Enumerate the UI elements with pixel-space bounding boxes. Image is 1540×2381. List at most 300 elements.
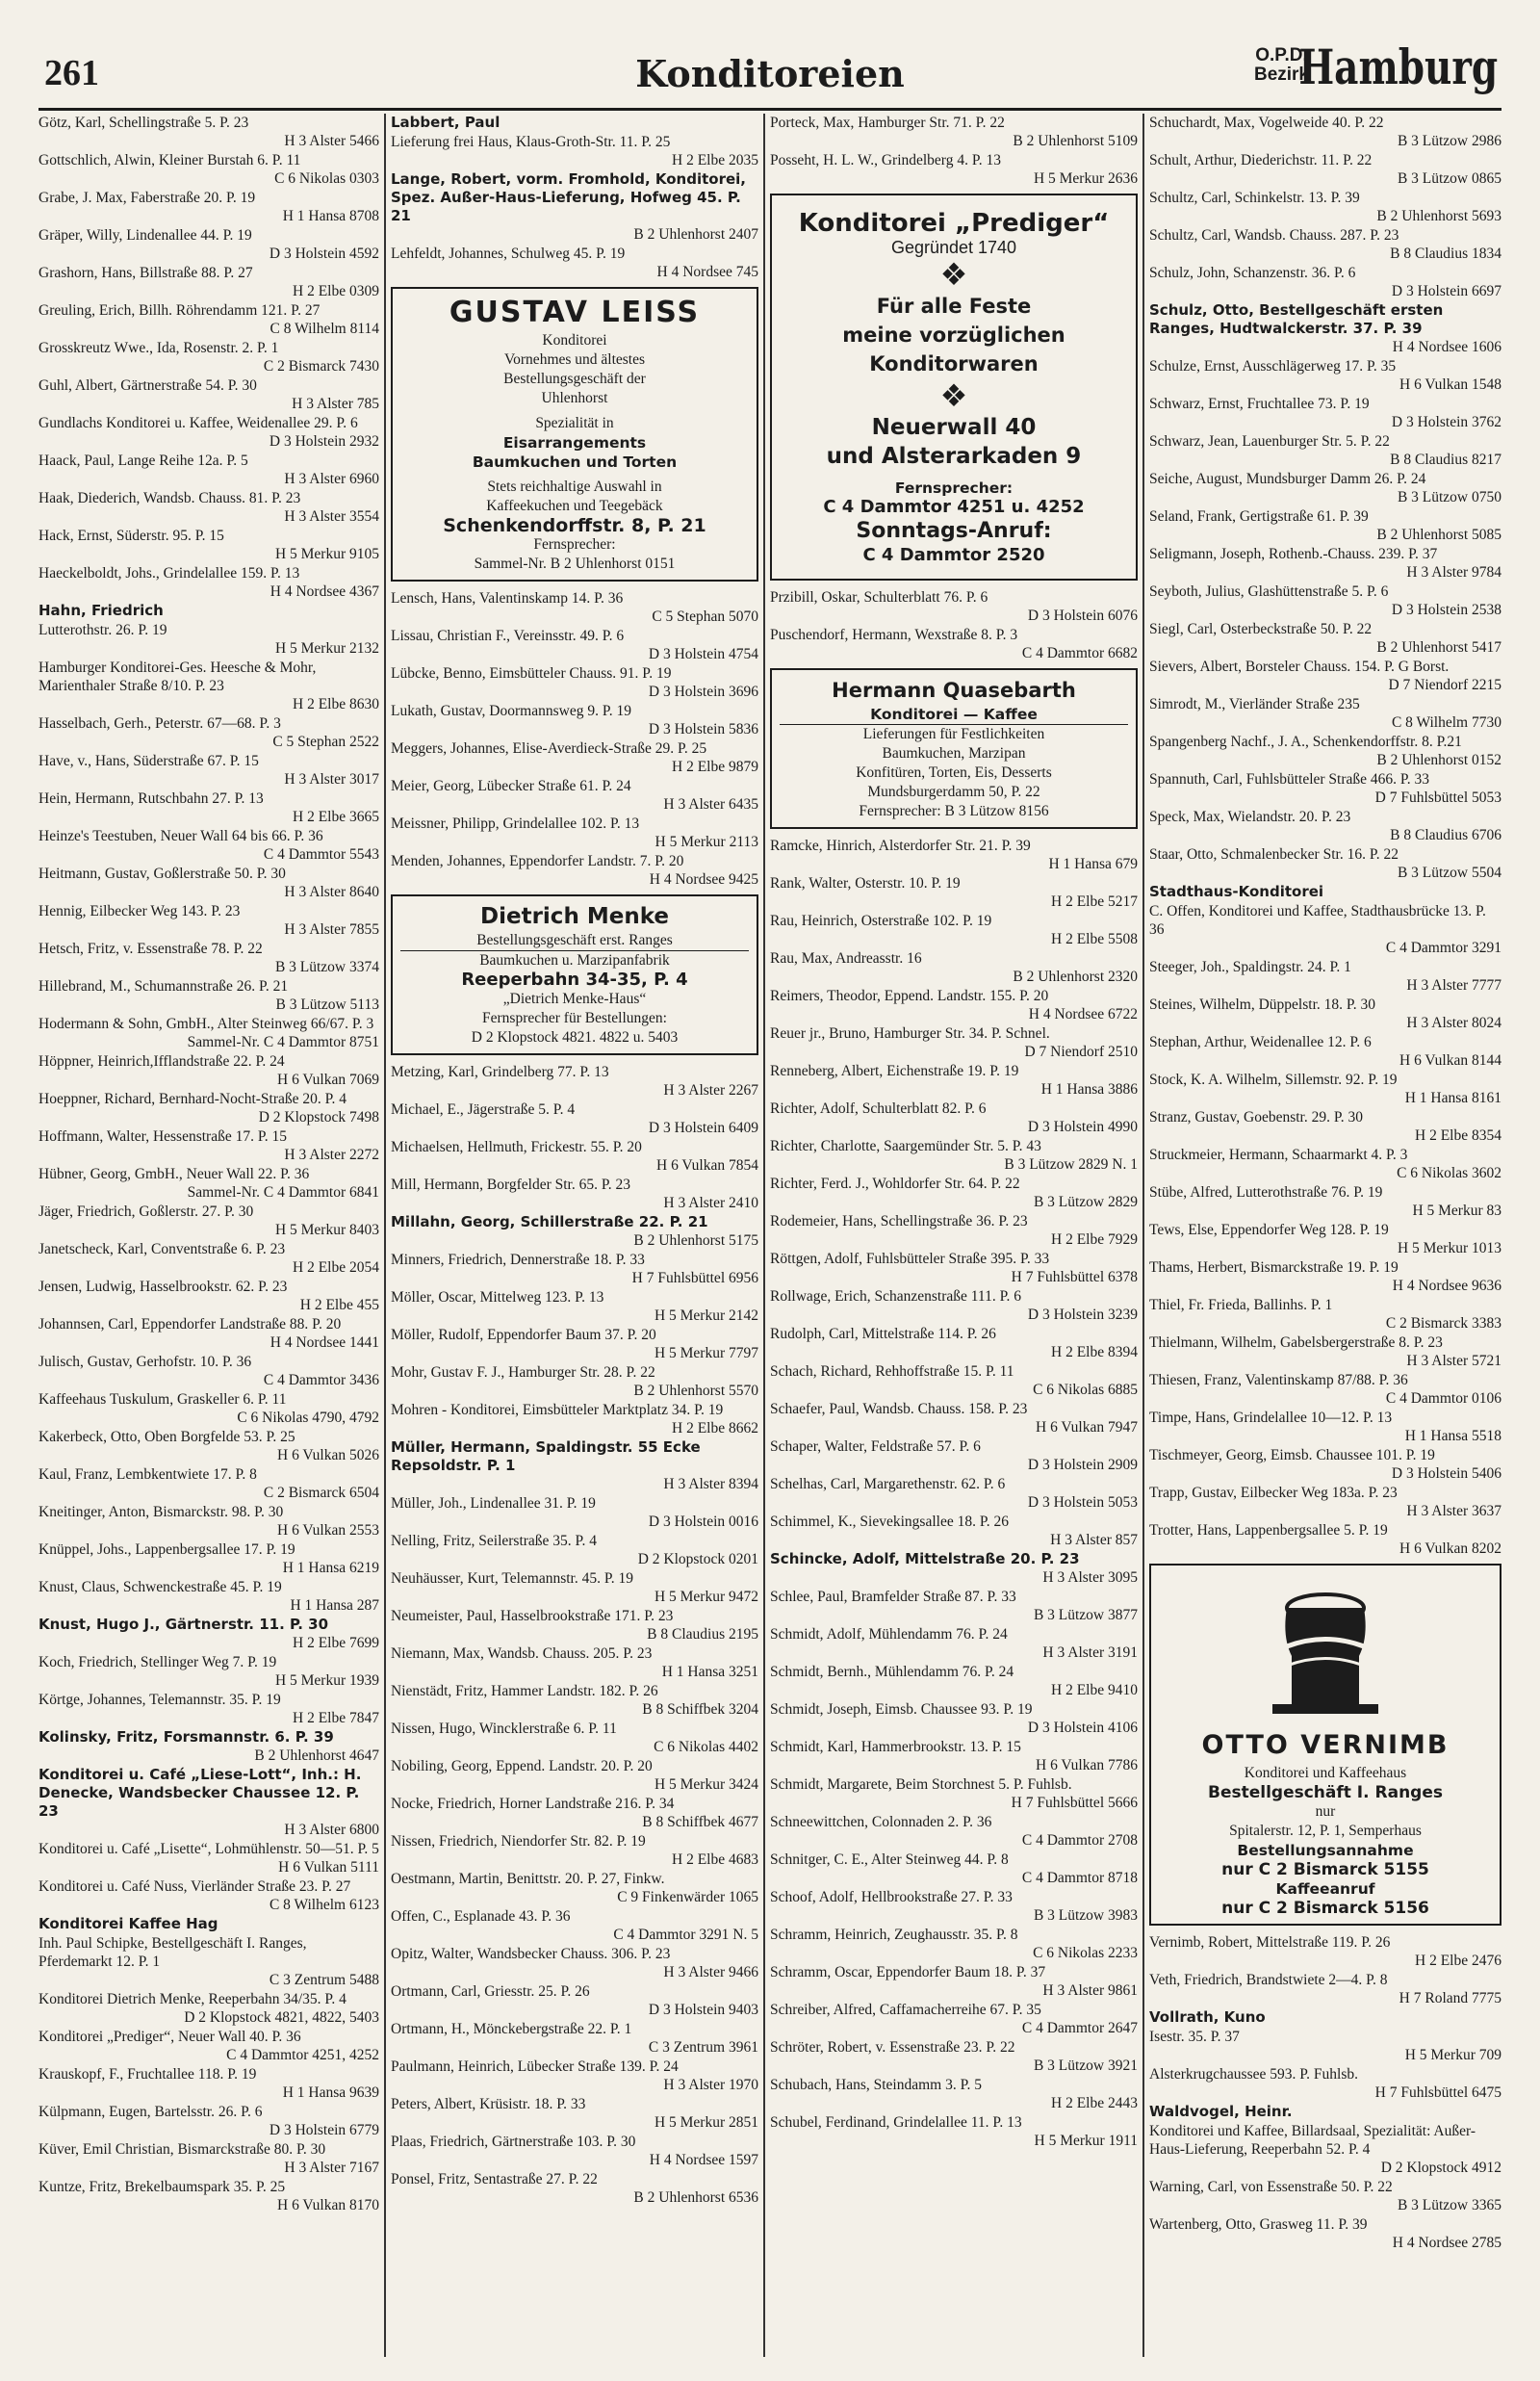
directory-entry (770, 114, 1138, 150)
entry-phone: H 5 Merkur 2636 (1033, 170, 1138, 187)
entry-phone: D 7 Niendorf 2510 (1024, 1044, 1138, 1060)
entry-phone: D 3 Holstein 6076 (1027, 608, 1138, 624)
entry-phone: C 8 Wilhelm 6123 (269, 1897, 379, 1913)
entry-phone: D 3 Holstein 4106 (1027, 1720, 1138, 1736)
directory-entry (391, 1100, 758, 1137)
entry-text: Rudolph, Carl, Mittelstraße 114. P. 26 (770, 1326, 996, 1342)
entry-phone: H 6 Vulkan 5026 (277, 1447, 379, 1463)
entry-phone: H 2 Elbe 8394 (1051, 1344, 1138, 1360)
entry-text: Höppner, Heinrich,Ifflandstraße 22. P. 24 (38, 1053, 285, 1070)
entry-phone: B 3 Lützow 3983 (1033, 1907, 1138, 1924)
entry-phone: H 3 Alster 3095 (1042, 1569, 1138, 1586)
directory-entry (770, 1813, 1138, 1850)
column-3 (770, 114, 1138, 2357)
entry-text: Schwarz, Ernst, Fruchtallee 73. P. 19 (1149, 396, 1370, 412)
directory-entry (38, 602, 379, 620)
entry-text: Guhl, Albert, Gärtnerstraße 54. P. 30 (38, 377, 257, 394)
entry-phone: B 2 Uhlenhorst 5109 (1013, 133, 1138, 149)
entry-text: Opitz, Walter, Wandsbecker Chauss. 306. P. 23 (391, 1946, 671, 1962)
directory-entry (1149, 432, 1502, 469)
directory-entry (391, 1607, 758, 1643)
entry-text: Spangenberg Nachf., J. A., Schenkendorffstr. 8. P.21 (1149, 734, 1462, 750)
entry-phone: H 3 Alster 3637 (1406, 1503, 1502, 1519)
entry-phone: B 2 Uhlenhorst 5085 (1376, 527, 1502, 543)
directory-entry (1149, 883, 1502, 901)
entry-text: Alsterkrugchaussee 593. P. Fuhlsb. (1149, 2066, 1358, 2083)
directory-entry (391, 1494, 758, 1531)
directory-entry (391, 2057, 758, 2094)
entry-text: Richter, Ferd. J., Wohldorfer Str. 64. P. 22 (770, 1176, 1020, 1192)
directory-entry (770, 1625, 1138, 1662)
advert-line: Spezialität in (535, 415, 614, 431)
advert-line: Kaffeekuchen und Teegebäck (486, 498, 663, 514)
directory-entry (1149, 1521, 1502, 1558)
directory-entry (38, 1691, 379, 1727)
directory-entry (1149, 733, 1502, 769)
entry-text: Timpe, Hans, Grindelallee 10—12. P. 13 (1149, 1410, 1393, 1426)
directory-entry (1149, 845, 1502, 882)
entry-phone: H 3 Alster 6960 (284, 471, 379, 487)
entry-text: Haack, Paul, Lange Reihe 12a. P. 5 (38, 453, 248, 469)
directory-entry (1149, 189, 1502, 225)
entry-text: Nobiling, Georg, Eppend. Landstr. 20. P. 20 (391, 1758, 653, 1774)
entry-text: Grosskreutz Wwe., Ida, Rosenstr. 2. P. 1 (38, 340, 279, 356)
entry-text: Schulz, John, Schanzenstr. 36. P. 6 (1149, 265, 1356, 281)
entry-phone: D 3 Holstein 6697 (1391, 283, 1502, 299)
directory-entry (38, 1766, 379, 1839)
entry-phone: H 2 Elbe 5217 (1051, 893, 1138, 910)
entry-phone: C 6 Nikolas 4402 (654, 1739, 758, 1755)
entry-phone: C 4 Dammtor 0106 (1385, 1390, 1502, 1407)
entry-text: Isestr. 35. P. 37 (1149, 2029, 1240, 2045)
entry-phone: H 6 Vulkan 8144 (1399, 1052, 1502, 1069)
ornament-icon: ❖ (939, 378, 968, 413)
entry-phone: C 2 Bismarck 6504 (263, 1485, 379, 1501)
directory-entry (391, 815, 758, 851)
directory-entry (770, 1362, 1138, 1399)
entry-phone: H 2 Elbe 8354 (1415, 1127, 1502, 1144)
entry-phone: H 3 Alster 8024 (1406, 1015, 1502, 1031)
advert-line: nur C 2 Bismarck 5156 (1221, 1899, 1429, 1918)
entry-text: Kaffeehaus Tuskulum, Graskeller 6. P. 11 (38, 1391, 287, 1408)
entry-phone: B 2 Uhlenhorst 5417 (1376, 639, 1502, 656)
directory-entry (391, 1682, 758, 1719)
advert-line: Gegründet 1740 (890, 238, 1017, 257)
entry-phone: B 2 Uhlenhorst 2320 (1013, 969, 1138, 985)
directory-entry (391, 1063, 758, 1100)
advert-line: Fernsprecher: B 3 Lützow 8156 (859, 803, 1049, 819)
directory-entry (38, 2028, 379, 2064)
entry-text: Ortmann, H., Mönckebergstraße 22. P. 1 (391, 2021, 632, 2037)
entry-phone: H 1 Hansa 3251 (661, 1664, 758, 1680)
entry-phone: C 4 Dammtor 3291 N. 5 (613, 1927, 758, 1943)
entry-text: Johannsen, Carl, Eppendorfer Landstraße 88. P. 20 (38, 1316, 342, 1333)
directory-entry (38, 339, 379, 375)
entry-text: Stephan, Arthur, Weidenallee 12. P. 6 (1149, 1034, 1372, 1050)
directory-entry (38, 376, 379, 413)
entry-phone: H 5 Merkur 1911 (1034, 2133, 1138, 2149)
entry-text: Schulze, Ernst, Ausschlägerweg 17. P. 35 (1149, 358, 1397, 375)
advert-line: Mundsburgerdamm 50, P. 22 (867, 784, 1040, 800)
column-rule (1142, 114, 1144, 2357)
directory-entry (770, 2038, 1138, 2075)
entry-phone: C 9 Finkenwärder 1065 (617, 1889, 758, 1905)
entry-text: Schach, Richard, Rehhoffstraße 15. P. 11 (770, 1363, 1014, 1380)
directory-entry (1149, 1484, 1502, 1520)
entry-phone: H 6 Vulkan 7947 (1036, 1419, 1138, 1436)
advert-line: Baumkuchen u. Marzipanfabrik (479, 952, 670, 969)
entry-phone: B 8 Schiffbek 4677 (642, 1814, 758, 1830)
entry-phone: D 3 Holstein 2538 (1391, 602, 1502, 618)
advert-name: Konditorei „Prediger“ (798, 209, 1110, 238)
entry-text: Rank, Walter, Osterstr. 10. P. 19 (770, 875, 961, 892)
directory-entry (391, 1795, 758, 1831)
entry-text: Michael, E., Jägerstraße 5. P. 4 (391, 1101, 576, 1118)
entry-text: Rau, Max, Andreasstr. 16 (770, 950, 922, 967)
directory-entry (1149, 1108, 1502, 1145)
entry-phone: B 3 Lützow 3365 (1397, 2197, 1502, 2213)
entry-phone: H 7 Fuhlsbüttel 6475 (1374, 2084, 1502, 2101)
advert-line: Eisarrangements (502, 434, 647, 452)
entry-text: Reimers, Theodor, Eppend. Landstr. 155. P. 20 (770, 988, 1049, 1004)
entry-text: Nienstädt, Fritz, Hammer Landstr. 182. P. 26 (391, 1683, 658, 1699)
directory-entry (770, 1100, 1138, 1136)
entry-phone: H 4 Nordsee 9636 (1392, 1278, 1502, 1294)
entry-text: Müller, Joh., Lindenallee 31. P. 19 (391, 1495, 596, 1512)
entry-text: Warning, Carl, von Essenstraße 50. P. 22 (1149, 2179, 1393, 2195)
entry-text: Thams, Herbert, Bismarckstraße 19. P. 19 (1149, 1259, 1399, 1276)
entry-phone: H 2 Elbe 0309 (293, 283, 379, 299)
entry-phone: D 3 Holstein 5406 (1391, 1465, 1502, 1482)
entry-text: Siegl, Carl, Osterbeckstraße 50. P. 22 (1149, 621, 1373, 637)
entry-phone: H 3 Alster 8394 (663, 1476, 758, 1492)
entry-phone: C 4 Dammtor 4251, 4252 (226, 2047, 379, 2063)
directory-entry (1149, 1371, 1502, 1408)
directory-entry (391, 1569, 758, 1606)
directory-entry (38, 1428, 379, 1464)
entry-phone: H 1 Hansa 679 (1048, 856, 1138, 872)
directory-entry (38, 1465, 379, 1502)
entry-text: Heinze's Teestuben, Neuer Wall 64 bis 66. P. 36 (38, 828, 323, 844)
directory-entry (38, 2065, 379, 2102)
entry-phone: D 7 Fuhlsbüttel 5053 (1374, 789, 1502, 806)
entry-phone: D 3 Holstein 6779 (269, 2122, 379, 2138)
entry-text: Schneewittchen, Colonnaden 2. P. 36 (770, 1814, 992, 1830)
directory-entry (1149, 902, 1502, 957)
entry-phone: B 8 Schiffbek 3204 (642, 1701, 758, 1718)
directory-entry (38, 1278, 379, 1314)
directory-entry (391, 1720, 758, 1756)
entry-text: Inh. Paul Schipke, Bestellgeschäft I. Ranges, Pferdemarkt 12. P. 1 (38, 1935, 307, 1970)
entry-text: Konditorei Dietrich Menke, Reeperbahn 34/35. P. 4 (38, 1991, 346, 2007)
entry-text: Schimmel, K., Sievekingsallee 18. P. 26 (770, 1514, 1009, 1530)
entry-phone: H 5 Merkur 7797 (654, 1345, 758, 1361)
entry-phone: B 3 Lützow 5113 (275, 996, 379, 1013)
entry-phone: H 5 Merkur 1013 (1397, 1240, 1502, 1256)
entry-phone: H 1 Hansa 6219 (282, 1560, 379, 1576)
directory-entry (38, 1503, 379, 1540)
advert-line: D 2 Klopstock 4821. 4822 u. 5403 (471, 1029, 679, 1046)
entry-phone: B 3 Lützow 3921 (1033, 2057, 1138, 2074)
entry-text: Hennig, Eilbecker Weg 143. P. 23 (38, 903, 241, 919)
entry-text: Ponsel, Fritz, Sentastraße 27. P. 22 (391, 2171, 598, 2187)
directory-entry (1149, 2215, 1502, 2252)
directory-entry (1149, 1446, 1502, 1483)
directory-entry (1149, 2028, 1502, 2064)
ornament-icon: ❖ (939, 257, 968, 292)
entry-text: Lieferung frei Haus, Klaus-Groth-Str. 11. P. 25 (391, 134, 671, 150)
directory-entry (391, 1982, 758, 2019)
directory-entry (38, 752, 379, 789)
entry-phone: H 6 Vulkan 1548 (1399, 376, 1502, 393)
directory-entry (1149, 2178, 1502, 2214)
entry-text: Vernimb, Robert, Mittelstraße 119. P. 26 (1149, 1934, 1391, 1951)
directory-entry (770, 1475, 1138, 1512)
directory-entry (770, 912, 1138, 948)
directory-entry (770, 1175, 1138, 1211)
directory-entry (770, 1062, 1138, 1099)
directory-entry (38, 1877, 379, 1914)
entry-text: Grashorn, Hans, Billstraße 88. P. 27 (38, 265, 253, 281)
directory-entry (38, 1052, 379, 1089)
directory-entry (391, 1757, 758, 1794)
entry-text: Minners, Friedrich, Dennerstraße 18. P. 33 (391, 1252, 645, 1268)
directory-entry (770, 588, 1138, 625)
entry-text: Gottschlich, Alwin, Kleiner Burstah 6. P. 11 (38, 152, 301, 168)
entry-phone: H 3 Alster 2267 (663, 1082, 758, 1099)
directory-entry (1149, 357, 1502, 394)
entry-text: Hodermann & Sohn, GmbH., Alter Steinweg 66/67. P. 3 (38, 1016, 374, 1032)
advert-line: nur C 2 Bismarck 5155 (1221, 1860, 1429, 1879)
entry-phone: H 1 Hansa 9639 (282, 2084, 379, 2101)
entry-text: Müller, Hermann, Spaldingstr. 55 Ecke Repsoldstr. P. 1 (391, 1438, 701, 1474)
entry-text: Sievers, Albert, Borsteler Chauss. 154. P. G Borst. (1149, 659, 1450, 675)
entry-text: Schuchardt, Max, Vogelweide 40. P. 22 (1149, 115, 1384, 131)
entry-text: Labbert, Paul (391, 114, 500, 131)
entry-text: Oestmann, Martin, Benittstr. 20. P. 27, Finkw. (391, 1871, 665, 1887)
directory-entry (1149, 2122, 1502, 2177)
directory-entry (38, 1578, 379, 1615)
entry-phone: H 3 Alster 9861 (1042, 1982, 1138, 1999)
entry-phone: H 3 Alster 9466 (663, 1964, 758, 1980)
advert-line: meine vorzüglichen (842, 324, 1065, 347)
directory-entry (1149, 996, 1502, 1032)
directory-entry (38, 1915, 379, 1933)
directory-entry (38, 527, 379, 563)
advert-line: Bestellgeschäft I. Ranges (1207, 1783, 1443, 1802)
directory-entry (770, 2076, 1138, 2112)
directory-entry (770, 1287, 1138, 1324)
entry-text: Haeckelboldt, Johs., Grindelallee 159. P. 13 (38, 565, 300, 582)
advert-line: Spitalerstr. 12, P. 1, Semperhaus (1229, 1823, 1422, 1839)
entry-text: Seland, Frank, Gertigstraße 61. P. 39 (1149, 508, 1369, 525)
directory-entry (38, 1616, 379, 1652)
entry-phone: H 3 Alster 7167 (284, 2160, 379, 2176)
directory-entry (38, 1653, 379, 1690)
directory-entry (1149, 301, 1502, 356)
opd-label: O.P.D. (1255, 45, 1308, 65)
entry-phone: H 3 Alster 5466 (284, 133, 379, 149)
entry-text: Menden, Johannes, Eppendorfer Landstr. 7. P. 20 (391, 853, 684, 869)
advert-konditorei-prediger (770, 194, 1138, 581)
entry-phone: H 2 Elbe 7847 (293, 1710, 379, 1726)
directory-entry (1149, 2008, 1502, 2027)
directory-entry (391, 1138, 758, 1175)
advert-line: Reeperbahn 34-35, P. 4 (461, 970, 688, 990)
entry-phone: C 5 Stephan 2522 (272, 734, 379, 750)
entry-text: Hack, Ernst, Süderstr. 95. P. 15 (38, 528, 224, 544)
entry-phone: H 6 Vulkan 2553 (277, 1522, 379, 1539)
entry-text: Schnitger, C. E., Alter Steinweg 44. P. 8 (770, 1851, 1009, 1868)
advert-line: Schenkendorffstr. 8, P. 21 (443, 515, 706, 536)
column-2 (391, 114, 758, 2357)
directory-entry (38, 1240, 379, 1277)
entry-text: Rodemeier, Hans, Schellingstraße 36. P. 23 (770, 1213, 1028, 1229)
entry-text: Lensch, Hans, Valentinskamp 14. P. 36 (391, 590, 624, 607)
directory-entry (1149, 507, 1502, 544)
entry-phone: H 6 Vulkan 7069 (277, 1072, 379, 1088)
entry-phone: B 2 Uhlenhorst 5175 (633, 1232, 758, 1249)
entry-text: Trotter, Hans, Lappenbergsallee 5. P. 19 (1149, 1522, 1388, 1539)
directory-entry (38, 714, 379, 751)
entry-text: Röttgen, Adolf, Fuhlsbütteler Straße 395. P. 33 (770, 1251, 1050, 1267)
directory-entry (391, 133, 758, 169)
entry-phone: D 2 Klopstock 4821, 4822, 5403 (184, 2009, 379, 2026)
entry-text: Schaefer, Paul, Wandsb. Chauss. 158. P. 23 (770, 1401, 1028, 1417)
entry-phone: C 3 Zentrum 5488 (269, 1972, 379, 1988)
entry-phone: H 1 Hansa 5518 (1404, 1428, 1502, 1444)
directory-entry (770, 2113, 1138, 2150)
entry-text: Schoof, Adolf, Hellbrookstraße 27. P. 33 (770, 1889, 1013, 1905)
directory-entry (1149, 808, 1502, 844)
entry-list (38, 114, 379, 2214)
entry-text: Rollwage, Erich, Schanzenstraße 111. P. 6 (770, 1288, 1021, 1305)
entry-phone: H 2 Elbe 9879 (672, 759, 758, 775)
directory-entry (770, 1550, 1138, 1587)
entry-phone: H 3 Alster 6800 (284, 1822, 379, 1838)
directory-entry (38, 226, 379, 263)
entry-text: Heitmann, Gustav, Goßlerstraße 50. P. 30 (38, 866, 286, 882)
entry-phone: H 5 Merkur 2851 (654, 2114, 758, 2131)
directory-entry (38, 902, 379, 939)
advert-gustav-leiss (391, 287, 758, 582)
entry-text: Schulz, Otto, Bestellgeschäft ersten Ranges, Hudtwalckerstr. 37. P. 39 (1149, 301, 1444, 337)
directory-entry (770, 151, 1138, 188)
advert-line: C 4 Dammtor 4251 u. 4252 (823, 497, 1085, 517)
entry-text: Kolinsky, Fritz, Forsmannstr. 6. P. 39 (38, 1728, 334, 1746)
entry-phone: C 2 Bismarck 7430 (263, 358, 379, 375)
directory-entry (1149, 151, 1502, 188)
directory-entry (1149, 620, 1502, 657)
advert-line: Lieferungen für Festlichkeiten (862, 726, 1045, 742)
entry-text: Kuntze, Fritz, Brekelbaumspark 35. P. 25 (38, 2179, 286, 2195)
directory-entry (391, 1213, 758, 1250)
entry-text: Porteck, Max, Hamburger Str. 71. P. 22 (770, 115, 1005, 131)
directory-entry (770, 1663, 1138, 1699)
entry-text: Waldvogel, Heinr. (1149, 2103, 1293, 2120)
directory-entry (1149, 1183, 1502, 1220)
entry-phone: H 5 Merkur 83 (1412, 1203, 1502, 1219)
entry-phone: C 6 Nikolas 0303 (274, 170, 379, 187)
entry-phone: C 3 Zentrum 3961 (648, 2039, 758, 2056)
directory-entry (1149, 2103, 1502, 2121)
directory-entry (1149, 658, 1502, 694)
entry-text: C. Offen, Konditorei und Kaffee, Stadthausbrücke 13. P. 36 (1149, 903, 1486, 938)
entry-text: Hasselbach, Gerh., Peterstr. 67—68. P. 3 (38, 715, 281, 732)
entry-phone: C 2 Bismarck 3383 (1385, 1315, 1502, 1332)
city-title: Hamburg (1298, 39, 1498, 95)
entry-text: Janetscheck, Karl, Conventstraße 6. P. 23 (38, 1241, 286, 1257)
entry-phone: H 2 Elbe 455 (299, 1297, 379, 1313)
entry-phone: C 5 Stephan 5070 (652, 608, 758, 625)
entry-phone: B 3 Lützow 5504 (1397, 865, 1502, 881)
entry-phone: H 3 Alster 2410 (663, 1195, 758, 1211)
entry-text: Möller, Oscar, Mittelweg 123. P. 13 (391, 1289, 604, 1306)
advert-line: Bestellungsannahme (1237, 1842, 1414, 1859)
entry-text: Schelhas, Carl, Margarethenstr. 62. P. 6 (770, 1476, 1006, 1492)
entry-phone: H 4 Nordsee 4367 (270, 583, 379, 600)
directory-entry (391, 2170, 758, 2207)
directory-entry (38, 1353, 379, 1389)
entry-text: Schmidt, Adolf, Mühlendamm 76. P. 24 (770, 1626, 1008, 1643)
advert-line: Sonntags-Anruf: (856, 519, 1052, 543)
directory-entry (391, 2095, 758, 2132)
entry-text: Kneitinger, Anton, Bismarckstr. 98. P. 30 (38, 1504, 284, 1520)
directory-entry (38, 659, 379, 713)
advert-line: Neuerwall 40 (871, 415, 1037, 440)
entry-phone: C 4 Dammtor 6682 (1021, 645, 1138, 661)
entry-phone: H 6 Vulkan 8202 (1399, 1540, 1502, 1557)
entry-phone: B 3 Lützow 0865 (1397, 170, 1502, 187)
entry-phone: D 2 Klopstock 4912 (1380, 2160, 1502, 2176)
entry-phone: H 3 Alster 785 (292, 396, 379, 412)
directory-entry (38, 1127, 379, 1164)
directory-entry (38, 621, 379, 658)
entry-phone: H 5 Merkur 2113 (654, 834, 758, 850)
directory-entry (770, 1700, 1138, 1737)
entry-phone: H 1 Hansa 8161 (1404, 1090, 1502, 1106)
advert-line: Fernsprecher: (894, 479, 1014, 497)
entry-phone: B 2 Uhlenhorst 2407 (633, 226, 758, 243)
advert-line: Baumkuchen, Marzipan (882, 745, 1026, 762)
advert-line: Konfitüren, Torten, Eis, Desserts (856, 764, 1052, 781)
entry-phone: D 3 Holstein 5836 (648, 721, 758, 738)
entry-text: Hoffmann, Walter, Hessenstraße 17. P. 15 (38, 1128, 287, 1145)
entry-text: Posseht, H. L. W., Grindelberg 4. P. 13 (770, 152, 1001, 168)
entry-text: Konditorei und Kaffee, Billardsaal, Spezialität: Außer-Haus-Lieferung, Reeperbahn 52. P. 4 (1149, 2123, 1476, 2158)
entry-phone: D 3 Holstein 3762 (1391, 414, 1502, 430)
entry-text: Konditorei u. Café „Lisette“, Lohmühlenstr. 50—51. P. 5 (38, 1841, 379, 1857)
directory-entry (38, 865, 379, 901)
advert-line: Für alle Feste (876, 295, 1032, 318)
directory-entry (1149, 1971, 1502, 2007)
entry-text: Körtge, Johannes, Telemannstr. 35. P. 19 (38, 1692, 281, 1708)
directory-entry (770, 1325, 1138, 1361)
entry-text: Schultz, Carl, Schinkelstr. 13. P. 39 (1149, 190, 1360, 206)
directory-entry (770, 949, 1138, 986)
entry-text: Seligmann, Joseph, Rothenb.-Chauss. 239. P. 37 (1149, 546, 1438, 562)
entry-phone: H 3 Alster 6435 (663, 796, 758, 813)
directory-entry (38, 940, 379, 976)
entry-phone: H 2 Elbe 2054 (293, 1259, 379, 1276)
entry-text: Ramcke, Hinrich, Alsterdorfer Str. 21. P. 39 (770, 838, 1031, 854)
entry-phone: C 8 Wilhelm 8114 (270, 321, 379, 337)
entry-text: Götz, Karl, Schellingstraße 5. P. 23 (38, 115, 249, 131)
entry-phone: C 4 Dammtor 3291 (1385, 940, 1502, 956)
advert-line: Bestellungsgeschäft der (503, 371, 646, 387)
entry-phone: D 3 Holstein 2909 (1027, 1457, 1138, 1473)
entry-phone: H 5 Merkur 2132 (274, 640, 379, 657)
